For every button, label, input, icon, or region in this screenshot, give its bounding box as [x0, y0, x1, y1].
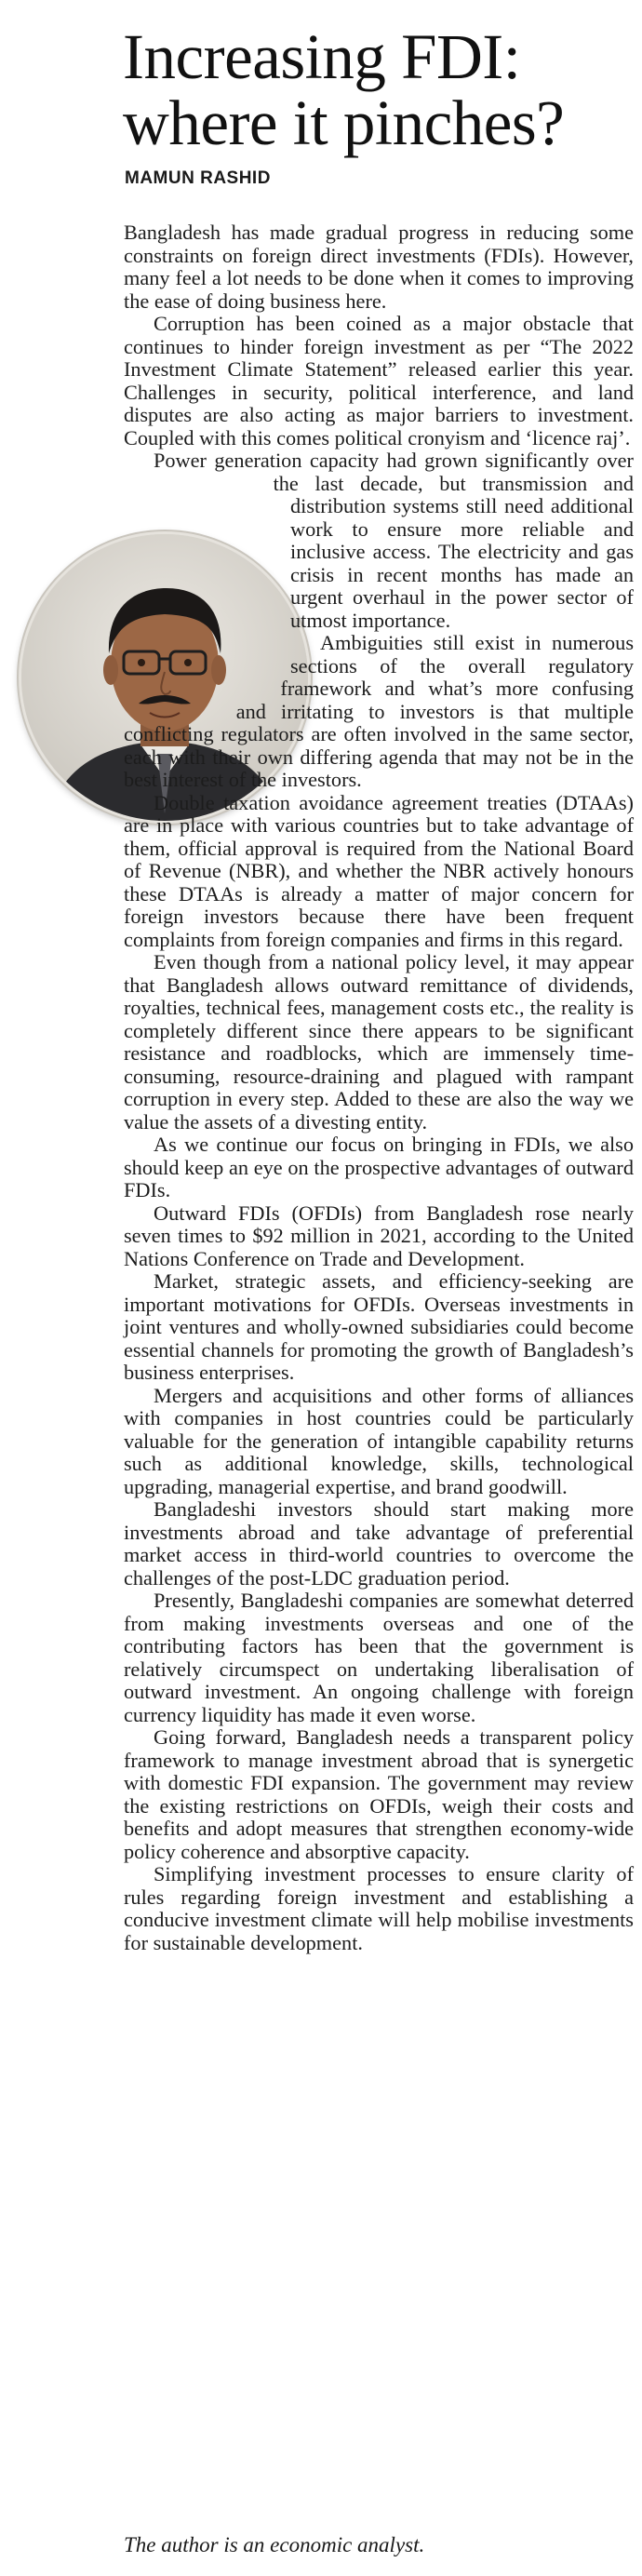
paragraph: Ambiguities still exist in numerous sections of the overall regulatory framework and what’s more confusing and irritating to investors is that multiple conflicting regulators are often involved in the same sector, each with their own differing agenda that may not be in the best interest of the investors. — [124, 631, 634, 791]
photo-wrap-space — [7, 449, 287, 729]
paragraph: Going forward, Bangladesh needs a transparent policy framework to manage investment abroad that is synergetic with domestic FDI expansion. The government may review the existing restrictions on OFDIs, weigh their costs and benefits and adopt measures that strengthen economy-wide policy coherence and absorptive capacity. — [124, 1725, 634, 1863]
article-body — [124, 221, 634, 1954]
paragraph: Double taxation avoidance agreement treaties (DTAAs) are in place with various countries but to take advantage of them, official approval is required from the National Board of Revenue (NBR), and whether the NBR actively honours these DTAAs is already a matter of major concern for foreign investors because there have been frequent complaints from foreign companies and firms in this regard. — [124, 790, 634, 951]
author-note: The author is an economic analyst. — [124, 2533, 425, 2556]
paragraph: Bangladeshi investors should start making more investments abroad and take advantage of preferential market access in third-world countries to overcome the challenges of the post-LDC graduation period. — [124, 1497, 634, 1590]
paragraph: Presently, Bangladeshi companies are somewhat deterred from making investments overseas and one of the contributing factors has been that the government is relatively circumspect on undertaking liberalisation of outward investment. An ongoing challenge with foreign currency liquidity has made it even worse. — [124, 1589, 634, 1726]
paragraph: Mergers and acquisitions and other forms of alliances with companies in host countries could be particularly valuable for the generation of intangible capability returns such as additional knowledge, skills, technological upgrading, managerial expertise, and brand goodwill. — [124, 1383, 634, 1498]
headline: Increasing FDI: where it pinches? — [123, 21, 565, 158]
paragraph: Market, strategic assets, and efficiency-seeking are important motivations for OFDIs. Overseas investments in joint ventures and wholly-owned subsidiaries could become essential channels for promoting the growth of Bangladesh’s business enterprises. — [124, 1269, 634, 1384]
paragraph: Outward FDIs (OFDIs) from Bangladesh rose nearly seven times to $92 million in 2021, according to the United Nations Conference on Trade and Development. — [124, 1201, 634, 1270]
byline: MAMUN RASHID — [125, 168, 271, 188]
paragraph: Bangladesh has made gradual progress in reducing some constraints on foreign direct investments (FDIs). However, many feel a lot needs to be done when it comes to improving the ease of doing business here. — [124, 221, 634, 313]
paragraph: Even though from a national policy level, it may appear that Bangladesh allows outward remittance of dividends, royalties, technical fees, management costs etc., the reality is completely different since there appears to be significant resistance and roadblocks, which are immensely time-consuming, resource-draining and plagued with rampant corruption in every step. Added to these are also the way we value the assets of a divesting entity. — [124, 950, 634, 1134]
paragraph: Power generation capacity had grown significantly over the last decade, but transmission and distribution systems still need additional work to ensure more reliable and inclusive access. The electricity and gas crisis in recent months has made an urgent overhaul in the power sector of utmost importance. — [154, 449, 634, 632]
paragraph: Simplifying investment processes to ensure clarity of rules regarding foreign investment and establishing a conducive investment climate will help mobilise investments for sustainable development. — [124, 1862, 634, 1954]
paragraph: Corruption has been coined as a major obstacle that continues to hinder foreign investment as per “The 2022 Investment Climate Statement” released earlier this year. Challenges in security, political interference, and land disputes are also acting as major barriers to investment. Coupled with this comes political cronyism and ‘licence raj’. — [124, 312, 634, 449]
paragraph: As we continue our focus on bringing in FDIs, we also should keep an eye on the prospective advantages of outward FDIs. — [124, 1133, 634, 1201]
